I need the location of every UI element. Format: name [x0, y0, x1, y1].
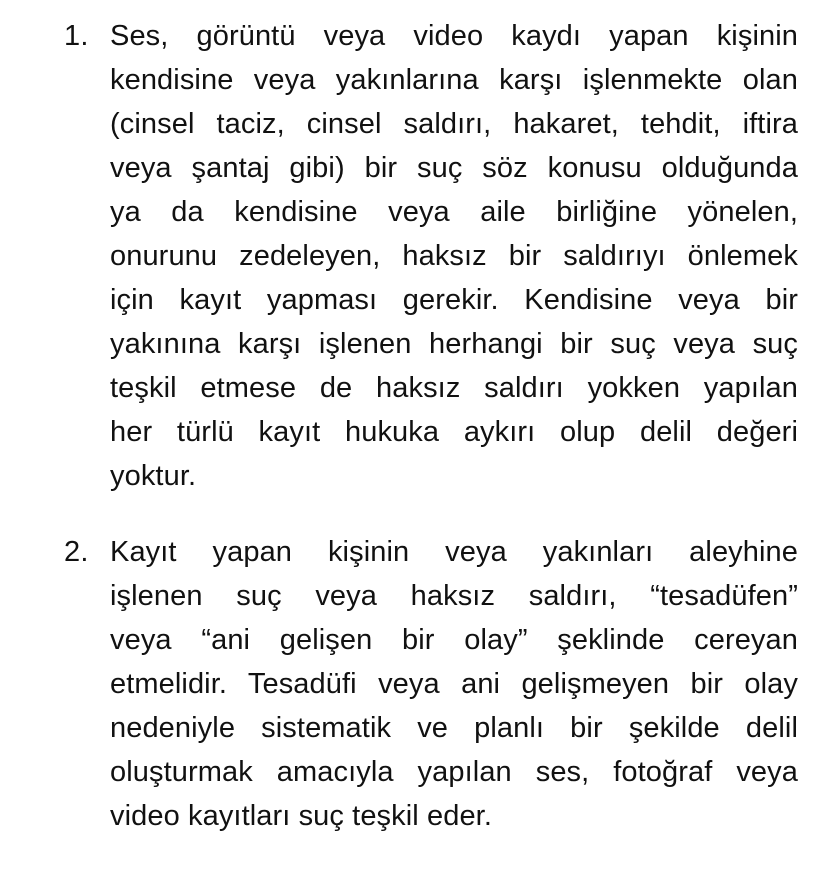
text-line: Ses, görüntü veya video kaydı yapan kişinin	[110, 20, 798, 52]
list-item-text	[110, 530, 798, 838]
text-line: oluşturmak amacıyla yapılan ses, fotoğraf veya	[110, 756, 798, 788]
text-line: etmelidir. Tesadüfi veya ani gelişmeyen bir olay	[110, 668, 798, 700]
text-line: işlenen suç veya haksız saldırı, “tesadüfen”	[110, 580, 798, 612]
text-line: kendisine veya yakınlarına karşı işlenmekte olan	[110, 64, 798, 96]
text-line: ya da kendisine veya aile birliğine yönelen,	[110, 196, 798, 228]
text-line: nedeniyle sistematik ve planlı bir şekilde delil	[110, 712, 798, 744]
text-line: video kayıtları suç teşkil eder.	[110, 800, 492, 832]
text-line: Kayıt yapan kişinin veya yakınları aleyhine	[110, 536, 798, 568]
text-line: teşkil etmese de haksız saldırı yokken yapılan	[110, 372, 798, 404]
list-item-number: 2.	[64, 536, 89, 568]
text-line: (cinsel taciz, cinsel saldırı, hakaret, tehdit, iftira	[110, 108, 798, 140]
text-line: veya “ani gelişen bir olay” şeklinde cereyan	[110, 624, 798, 656]
text-line: her türlü kayıt hukuka aykırı olup delil değeri	[110, 416, 798, 448]
text-line: için kayıt yapması gerekir. Kendisine veya bir	[110, 284, 798, 316]
text-line: yoktur.	[110, 460, 197, 492]
text-line: veya şantaj gibi) bir suç söz konusu olduğunda	[110, 152, 798, 184]
text-line: onurunu zedeleyen, haksız bir saldırıyı önlemek	[110, 240, 798, 272]
list-item-text	[110, 14, 798, 498]
list-item-number: 1.	[64, 20, 89, 52]
text-line: yakınına karşı işlenen herhangi bir suç veya suç	[110, 328, 798, 360]
